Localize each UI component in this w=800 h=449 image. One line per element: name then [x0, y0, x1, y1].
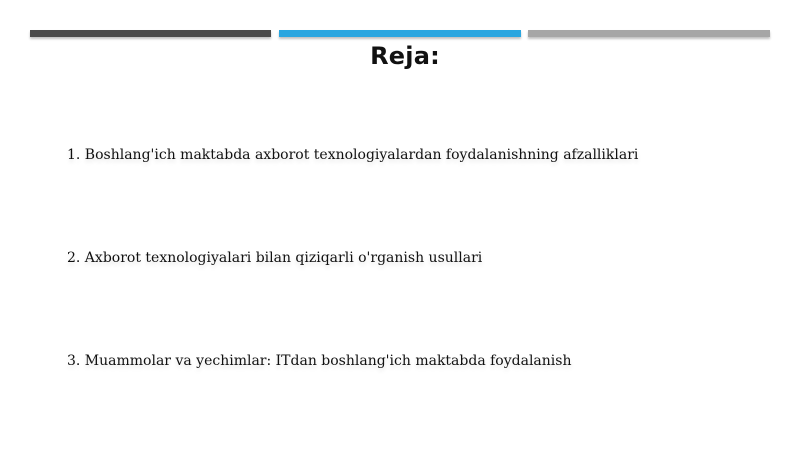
- accent-bar-blue: [279, 30, 521, 37]
- list-item: 1. Boshlang'ich maktabda axborot texnologiyalardan foydalanishning afzalliklari: [67, 147, 639, 163]
- accent-bar-dark: [30, 30, 271, 37]
- accent-bar-gray: [528, 30, 770, 37]
- list-item: 2. Axborot texnologiyalari bilan qiziqarli o'rganish usullari: [67, 250, 483, 266]
- slide-title: Reja:: [370, 42, 440, 70]
- list-item: 3. Muammolar va yechimlar: ITdan boshlang'ich maktabda foydalanish: [67, 353, 572, 369]
